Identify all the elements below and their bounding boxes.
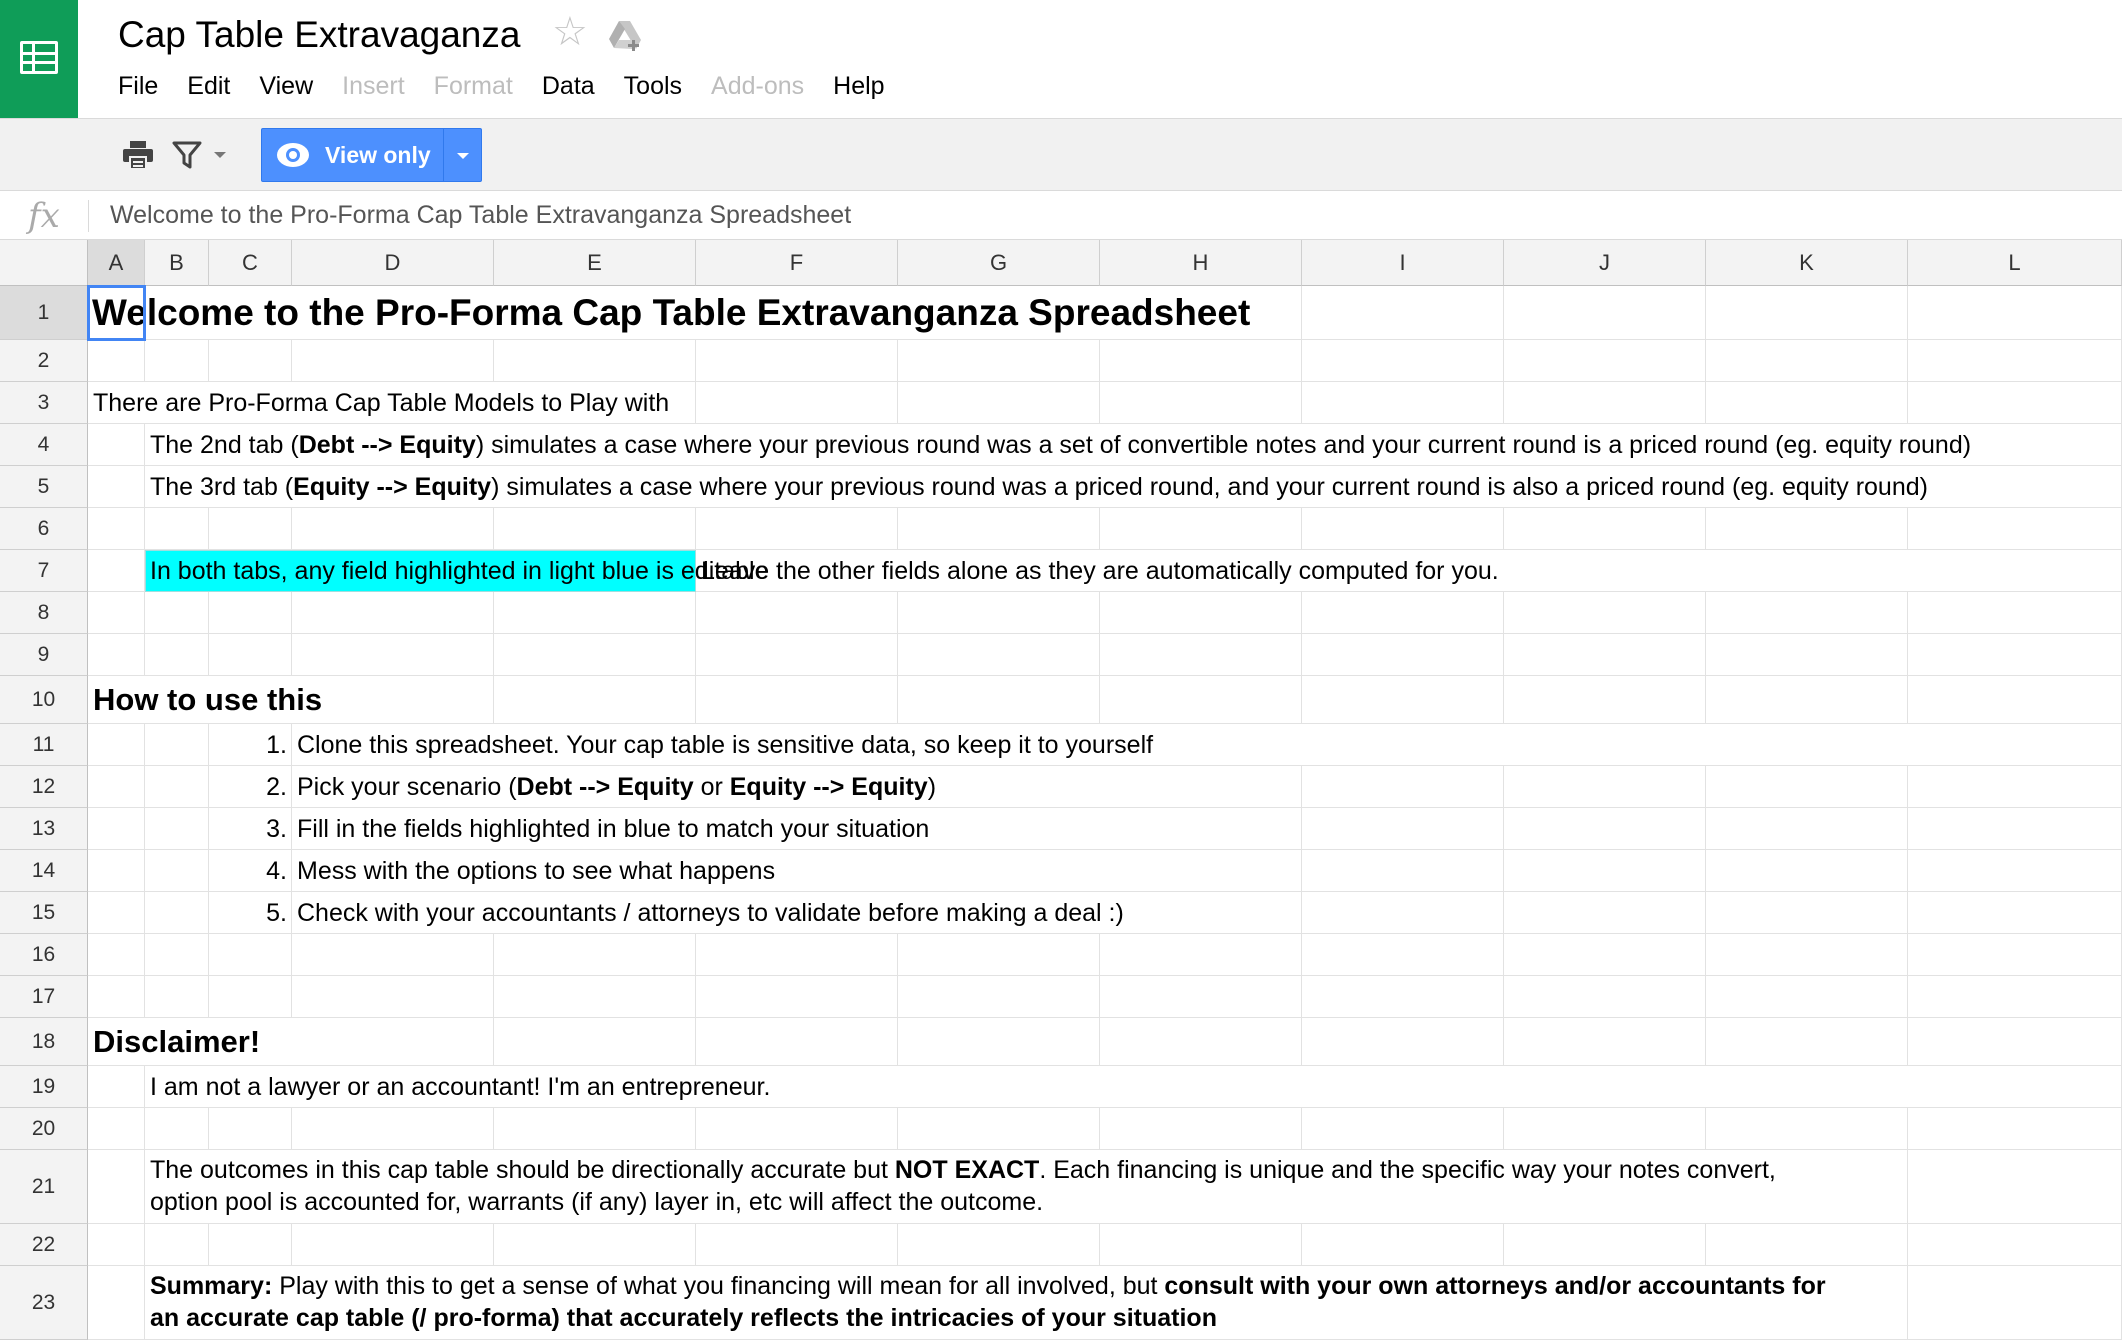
cell[interactable] [1302, 592, 1504, 634]
menu-file[interactable]: File [118, 72, 159, 100]
print-icon[interactable] [122, 140, 154, 170]
cell[interactable] [1504, 808, 1706, 850]
cell[interactable] [209, 340, 292, 382]
cell[interactable] [1908, 892, 2122, 934]
cell[interactable] [1504, 1224, 1706, 1266]
how-to-heading: How to use this [93, 682, 323, 717]
eye-icon [276, 140, 310, 170]
cell[interactable] [1100, 934, 1302, 976]
cell[interactable] [88, 934, 145, 976]
step-number: 2. [266, 773, 287, 801]
menu-help[interactable]: Help [833, 72, 885, 100]
cell[interactable] [88, 466, 145, 508]
cell[interactable] [1100, 634, 1302, 676]
cell[interactable] [696, 1224, 898, 1266]
star-icon[interactable]: ☆ [552, 10, 588, 54]
cell[interactable] [1908, 1108, 2122, 1150]
cell[interactable] [1504, 850, 1706, 892]
cell[interactable] [1100, 976, 1302, 1018]
menu-tools[interactable]: Tools [623, 72, 683, 100]
cell[interactable] [209, 1224, 292, 1266]
cell[interactable] [1302, 340, 1504, 382]
cell[interactable] [88, 508, 145, 550]
row-header-21[interactable]: 21 [0, 1150, 88, 1224]
column-header-a[interactable]: A [88, 240, 145, 286]
cell[interactable] [88, 424, 145, 466]
cell[interactable] [88, 1108, 145, 1150]
step-text: Mess with the options to see what happens [297, 857, 776, 885]
cell[interactable] [898, 676, 1100, 724]
toolbar [0, 118, 2122, 191]
cell[interactable] [1706, 340, 1908, 382]
row-header-14[interactable]: 14 [0, 850, 88, 892]
summary-line2: an accurate cap table (/ pro-forma) that accurately reflects the intricacies of your situation [150, 1304, 1217, 1332]
view-only-button[interactable] [261, 128, 482, 182]
cell[interactable] [1706, 508, 1908, 550]
cell[interactable] [209, 976, 292, 1018]
cell[interactable] [494, 976, 696, 1018]
row-header-10[interactable]: 10 [0, 676, 88, 724]
cell[interactable] [1908, 1224, 2122, 1266]
cell[interactable] [1100, 508, 1302, 550]
cell[interactable] [145, 808, 209, 850]
cell[interactable] [209, 634, 292, 676]
cell[interactable] [1706, 1224, 1908, 1266]
column-header-h[interactable]: H [1100, 240, 1302, 286]
cell[interactable] [696, 340, 898, 382]
row-header-4[interactable]: 4 [0, 424, 88, 466]
google-sheets-icon[interactable] [0, 0, 78, 118]
cell[interactable] [1706, 634, 1908, 676]
cell[interactable] [1504, 508, 1706, 550]
cell[interactable] [1100, 676, 1302, 724]
cell[interactable] [292, 634, 494, 676]
cell-text-r19: I am not a lawyer or an accountant! I'm an entrepreneur. [150, 1073, 771, 1101]
summary-line1: Summary: Play with this to get a sense of what you financing will mean for all involved, but consult with your own attorneys and/or accountants for [150, 1272, 1826, 1300]
cell[interactable] [1100, 592, 1302, 634]
cell[interactable] [898, 1224, 1100, 1266]
row-header-12[interactable]: 12 [0, 766, 88, 808]
cell[interactable] [494, 508, 696, 550]
add-to-drive-icon[interactable] [608, 20, 642, 52]
cell[interactable] [1706, 808, 1908, 850]
cell[interactable] [88, 340, 145, 382]
button-divider [443, 129, 444, 181]
row-header-7[interactable]: 7 [0, 550, 88, 592]
cell-text-r4: The 2nd tab (Debt --> Equity) simulates a case where your previous round was a set of convertible notes and your current round is a priced round (eg. equity round) [150, 431, 1972, 459]
cell[interactable] [1302, 766, 1504, 808]
cell[interactable] [696, 976, 898, 1018]
cell[interactable] [88, 1066, 145, 1108]
column-header-e[interactable]: E [494, 240, 696, 286]
cell[interactable] [898, 976, 1100, 1018]
cell[interactable] [1504, 1018, 1706, 1066]
step-text: Fill in the fields highlighted in blue to match your situation [297, 815, 930, 843]
cell[interactable] [1504, 1108, 1706, 1150]
cell[interactable] [898, 382, 1100, 424]
menu-data[interactable]: Data [541, 72, 595, 100]
menu-insert: Insert [342, 72, 405, 100]
cell[interactable] [292, 976, 494, 1018]
cell[interactable] [1706, 382, 1908, 424]
step-number: 4. [266, 857, 287, 885]
cell[interactable] [292, 508, 494, 550]
column-header-k[interactable]: K [1706, 240, 1908, 286]
cell[interactable] [1504, 382, 1706, 424]
cell-text-r5: The 3rd tab (Equity --> Equity) simulates a case where your previous round was a priced round, and your current round is also a priced round (eg. equity round) [150, 473, 1928, 501]
cell[interactable] [292, 592, 494, 634]
cell[interactable] [1504, 892, 1706, 934]
cell-text-r21-line2: option pool is accounted for, warrants (if any) layer in, etc will affect the outcome. [150, 1188, 1044, 1216]
cell-text-r7-note: Leave the other fields alone as they are automatically computed for you. [701, 557, 1499, 585]
column-header-i[interactable]: I [1302, 240, 1504, 286]
editable-highlight-text: In both tabs, any field highlighted in light blue is editable [150, 557, 769, 585]
row-header-17[interactable]: 17 [0, 976, 88, 1018]
column-header-b[interactable]: B [145, 240, 209, 286]
cell[interactable] [1504, 634, 1706, 676]
cell[interactable] [1706, 766, 1908, 808]
formula-divider [88, 200, 89, 232]
column-header-f[interactable]: F [696, 240, 898, 286]
cell[interactable] [494, 1224, 696, 1266]
filter-dropdown-icon[interactable] [214, 152, 226, 158]
app-header [0, 0, 2122, 118]
cell[interactable] [145, 1108, 209, 1150]
fx-icon: fx [28, 196, 60, 236]
cell[interactable] [898, 634, 1100, 676]
cell[interactable] [1302, 1224, 1504, 1266]
menu-add-ons: Add-ons [711, 72, 805, 100]
cell[interactable] [898, 508, 1100, 550]
menu-view[interactable]: View [259, 72, 314, 100]
cell[interactable] [88, 892, 145, 934]
cell[interactable] [1706, 934, 1908, 976]
row-header-19[interactable]: 19 [0, 1066, 88, 1108]
row-header-1[interactable]: 1 [0, 286, 88, 340]
cell[interactable] [1908, 1266, 2122, 1340]
cell[interactable] [898, 592, 1100, 634]
cell[interactable] [1706, 676, 1908, 724]
cell[interactable] [1706, 976, 1908, 1018]
cell[interactable] [1908, 592, 2122, 634]
document-title[interactable]: Cap Table Extravaganza [118, 14, 521, 55]
formula-bar [0, 192, 2122, 240]
cell[interactable] [88, 592, 145, 634]
cell[interactable] [1100, 1108, 1302, 1150]
cell[interactable] [494, 592, 696, 634]
cell[interactable] [292, 1224, 494, 1266]
cell[interactable] [145, 724, 209, 766]
cell[interactable] [1302, 1108, 1504, 1150]
cell[interactable] [1706, 1018, 1908, 1066]
cell[interactable] [1100, 382, 1302, 424]
cell[interactable] [1302, 1018, 1504, 1066]
cell[interactable] [1706, 892, 1908, 934]
cell[interactable] [696, 382, 898, 424]
cell[interactable] [1302, 286, 1504, 340]
cell[interactable] [145, 766, 209, 808]
cell[interactable] [1908, 382, 2122, 424]
column-header-d[interactable]: D [292, 240, 494, 286]
cell[interactable] [1908, 508, 2122, 550]
column-header-l[interactable]: L [1908, 240, 2122, 286]
cell[interactable] [145, 1224, 209, 1266]
cell[interactable] [145, 892, 209, 934]
step-text: Check with your accountants / attorneys to validate before making a deal :) [297, 899, 1124, 927]
cell[interactable] [1504, 592, 1706, 634]
row-header-9[interactable]: 9 [0, 634, 88, 676]
cell[interactable] [88, 634, 145, 676]
cell[interactable] [898, 1018, 1100, 1066]
menu-bar [118, 72, 914, 104]
cell[interactable] [1302, 676, 1504, 724]
cell[interactable] [209, 508, 292, 550]
cell[interactable] [1302, 850, 1504, 892]
cell[interactable] [1908, 976, 2122, 1018]
cell[interactable] [696, 634, 898, 676]
cell[interactable] [696, 934, 898, 976]
cell[interactable] [209, 1108, 292, 1150]
cell[interactable] [145, 634, 209, 676]
cell[interactable] [1908, 766, 2122, 808]
cell[interactable] [696, 508, 898, 550]
cell[interactable] [1908, 1150, 2122, 1224]
cell[interactable] [494, 634, 696, 676]
step-text: Pick your scenario (Debt --> Equity or Equity --> Equity) [297, 773, 937, 801]
cell[interactable] [1908, 1018, 2122, 1066]
cell[interactable] [145, 592, 209, 634]
cell[interactable] [1504, 934, 1706, 976]
cell[interactable] [1100, 1224, 1302, 1266]
cell[interactable] [145, 934, 209, 976]
cell[interactable] [88, 976, 145, 1018]
cell[interactable] [1504, 676, 1706, 724]
cell[interactable] [1100, 1018, 1302, 1066]
row-header-13[interactable]: 13 [0, 808, 88, 850]
row-header-5[interactable]: 5 [0, 466, 88, 508]
formula-input[interactable]: Welcome to the Pro-Forma Cap Table Extravanganza Spreadsheet [110, 201, 852, 229]
cell[interactable] [1908, 808, 2122, 850]
cell[interactable] [494, 934, 696, 976]
row-header-23[interactable]: 23 [0, 1266, 88, 1340]
cell[interactable] [88, 850, 145, 892]
cell[interactable] [1302, 892, 1504, 934]
row-header-20[interactable]: 20 [0, 1108, 88, 1150]
cell[interactable] [88, 724, 145, 766]
row-header-11[interactable]: 11 [0, 724, 88, 766]
disclaimer-heading: Disclaimer! [93, 1024, 261, 1059]
row-header-3[interactable]: 3 [0, 382, 88, 424]
cell[interactable] [88, 1266, 145, 1340]
cell[interactable] [292, 1108, 494, 1150]
cell[interactable] [1302, 382, 1504, 424]
select-all-corner[interactable] [0, 240, 88, 286]
cell[interactable] [1908, 634, 2122, 676]
cell[interactable] [292, 340, 494, 382]
cell[interactable] [88, 1224, 145, 1266]
cell[interactable] [1908, 676, 2122, 724]
cell[interactable] [494, 1018, 696, 1066]
cell[interactable] [145, 508, 209, 550]
cell[interactable] [88, 766, 145, 808]
column-header-j[interactable]: J [1504, 240, 1706, 286]
row-header-6[interactable]: 6 [0, 508, 88, 550]
cell[interactable] [1706, 286, 1908, 340]
row-header-8[interactable]: 8 [0, 592, 88, 634]
cell-text-r21-line1: The outcomes in this cap table should be directionally accurate but NOT EXACT. Each financing is unique and the specific way your notes convert, [150, 1156, 1776, 1184]
step-number: 1. [266, 731, 287, 759]
cell[interactable] [1706, 592, 1908, 634]
cell[interactable] [898, 1108, 1100, 1150]
cell[interactable] [88, 550, 145, 592]
cell[interactable] [1504, 766, 1706, 808]
row-header-22[interactable]: 22 [0, 1224, 88, 1266]
filter-icon[interactable] [172, 141, 202, 169]
cell[interactable] [1504, 286, 1706, 340]
step-number: 3. [266, 815, 287, 843]
sheet-title: Welcome to the Pro-Forma Cap Table Extravanganza Spreadsheet [92, 292, 1251, 333]
cell-text-r3: There are Pro-Forma Cap Table Models to Play with [93, 389, 670, 417]
cell[interactable] [1302, 634, 1504, 676]
chevron-down-icon[interactable] [457, 153, 469, 159]
cell[interactable] [1706, 1108, 1908, 1150]
cell[interactable] [1504, 340, 1706, 382]
cell[interactable] [494, 676, 696, 724]
cell[interactable] [898, 340, 1100, 382]
cell[interactable] [292, 934, 494, 976]
cell[interactable] [1302, 808, 1504, 850]
step-text: Clone this spreadsheet. Your cap table is sensitive data, so keep it to yourself [297, 731, 1154, 759]
column-header-c[interactable]: C [209, 240, 292, 286]
menu-format: Format [433, 72, 513, 100]
cell[interactable] [88, 1150, 145, 1224]
step-number: 5. [266, 899, 287, 927]
cell[interactable] [1908, 934, 2122, 976]
cell[interactable] [1302, 976, 1504, 1018]
row-header-18[interactable]: 18 [0, 1018, 88, 1066]
column-header-g[interactable]: G [898, 240, 1100, 286]
cell[interactable] [1504, 976, 1706, 1018]
cell[interactable] [1908, 340, 2122, 382]
cell[interactable] [1302, 934, 1504, 976]
menu-edit[interactable]: Edit [187, 72, 231, 100]
cell[interactable] [696, 676, 898, 724]
cell[interactable] [1706, 850, 1908, 892]
cell[interactable] [145, 976, 209, 1018]
cell[interactable] [494, 340, 696, 382]
cell[interactable] [209, 934, 292, 976]
cell[interactable] [1100, 340, 1302, 382]
row-header-15[interactable]: 15 [0, 892, 88, 934]
cell[interactable] [209, 592, 292, 634]
view-only-label: View only [325, 142, 431, 168]
cell[interactable] [1908, 850, 2122, 892]
cell[interactable] [1302, 508, 1504, 550]
cell[interactable] [696, 1108, 898, 1150]
cell[interactable] [696, 592, 898, 634]
cell[interactable] [88, 808, 145, 850]
cell[interactable] [1908, 286, 2122, 340]
cell[interactable] [145, 340, 209, 382]
row-header-16[interactable]: 16 [0, 934, 88, 976]
spreadsheet-grid [0, 240, 2122, 1344]
cell[interactable] [145, 850, 209, 892]
cell[interactable] [696, 1018, 898, 1066]
row-header-2[interactable]: 2 [0, 340, 88, 382]
cell[interactable] [898, 934, 1100, 976]
cell[interactable] [494, 1108, 696, 1150]
